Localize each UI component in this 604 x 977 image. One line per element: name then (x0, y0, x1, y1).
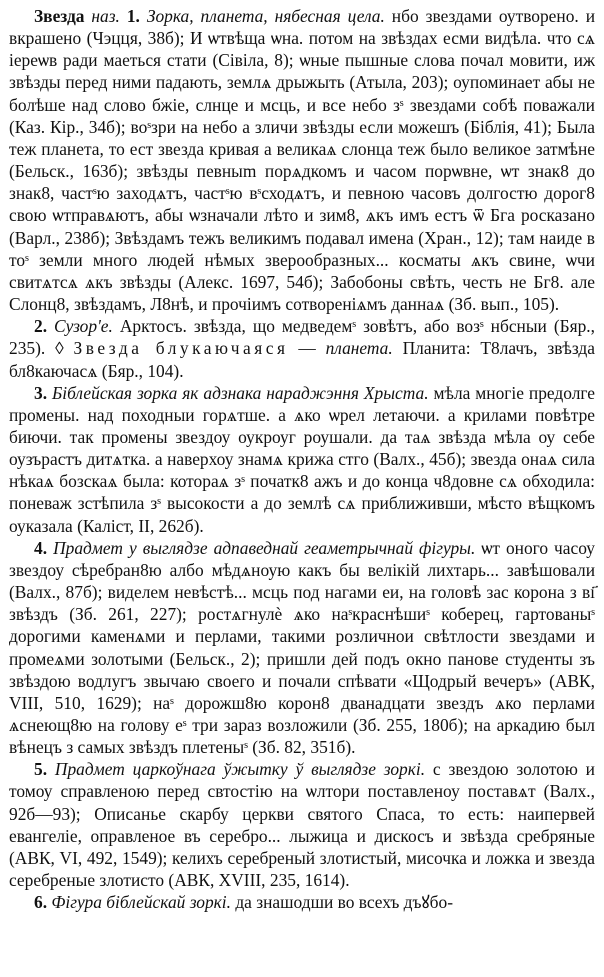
idiom-gloss: планета. (325, 338, 393, 359)
sense-definition: Фігура біблейскай зоркі. (51, 892, 231, 913)
sense-definition: Зорка, планета, нябесная цела. (146, 6, 385, 26)
sense-citations: с звездою золотою и томоу справленою перед свтостiю на ѡлтори поставленоу поставѧт (Валх., 92б—93); Описанье скарбу церкви святого Спаса, то есть: наипервей евангеліе, оправленое въ серебро... лыжица и дискосъ и звѣзда сребряные (АВК, VI, 492, 1549); келихъ серебреный злотистый, мисочка и ложка и звезда серебреные злотисто (АВК, XVIII, 235, 1614). (9, 759, 595, 891)
sense-number: 2. (34, 316, 48, 337)
idiom-phrase: Звезда блукаючаяся (73, 338, 289, 359)
sense-number: 5. (34, 759, 48, 780)
sense-citations: Арктосъ. звѣзда, що медведемˢ зовѣтъ, або возˢ нбсныи (Бяр., 235). ◊ (9, 316, 595, 359)
sense-citations: мѣла многie предолге промены. над походныи горѧтше. а ѧко ѡрел летаючи. а крилами повѣтре биючи. так промены звездоу оукроуг роушали. да таѧ звѣзда мѣла оу себе оузърастъ дитѧтка. а наверхоу знамѧ крижа стго (Валх., 45б); звезда онаѧ сила нѣкаѧ бозскаѧ была: котораѧ зˢ початк8 ажъ и до конца ч8довне сѧ обходила: поневаж зстѣпила зˢ высокости а до землѣ сѧ приближивши, мѣсто вѣщкомъ оуказала (Каліст, II, 262б). (9, 382, 595, 536)
sense-4 (9, 537, 595, 759)
sense-3 (9, 382, 595, 537)
sense-definition: Біблейская зорка як адзнака нараджэння Хрыста. (51, 382, 429, 403)
sense-number: 1. (126, 6, 140, 26)
sense-citations: нбо звездами оутворено. и вкрашено (Чэцця, 38б); И ѡтвѣща ѡна. потом на звѣздах есми видѣла. что сѧ iереѡв ради маеться стати (Сівіла, 8); ѡныe пышныe слова почал мовити, иж звѣзды перед ними падають, землѧ дрыжыть (Атыла, 203); оупоминает абы не болѣше над слово бжie, слнце и мсць, и все небо зˢ звездами собѣ поважали (Каз. Кір., 34б); воˢзри на небо а зличи звѣзды если можешъ (Біблія, 41); Была теж планета, то ест звезда кривая а великаѧ слонца теж было великое затмѣне (Бельск., 163б); звѣзды певныm порѧдкомъ и часом порѡвне, ѡт знак8 до знак8, частˢю заходѧтъ, частˢю вˢсходѧтъ, и певною часовъ долгостю дорог8 свою ѡтправѧютъ, абы ѡзначали лѣто и зим8, ѧкъ имъ естъ ѿ Бга росказано (Варл., 238б); Звѣздамъ тежъ великимъ подавал имена (Хран., 12); там наиде в тоˢ земли много людей нѣмых зверообразных... косматы ѧкъ свине, ѡчи свитѧтсѧ ѧкъ звѣзды (Алекс. 1697, 54б); Забобоны свѣть, честь не Бг8. але Слонц8, звѣздамъ, Л8нѣ, и прочiимъ сотворенiѧмъ даннаѧ (Зб. вып., 105). (9, 6, 595, 315)
dictionary-entry (9, 5, 595, 913)
sense-number: 6. (34, 892, 48, 913)
sense-definition: Прадмет царкоўнага ўжытку ў выглядзе зоркі. (54, 759, 426, 780)
sense-6 (9, 891, 595, 913)
sense-citations: да знашодши во всехъ дъꙋбо- (230, 892, 453, 913)
sense-citations: ѡт оного часоу звездоу сѣребран8ю албо мѣдѧноую какъ бы велікій лихтарь... завѣшовали (Валх., 87б); виделем невѣстѣ... мсць под нагами еи, на головѣ зас корона з вı҃ звѣздъ (Зб. 261, 227); ростѧгнулѐ ѧко наˢкраснѣшиˢ коберец, гартованыˢ дорогими каменѧми и перлами, такими розличнои свѣтлости звездами и промеѧми золотыми (Бельск., 2); пришли дей подъ окно панове студенты зъ звѣздою водлугъ звычаю своего и почали спѣвати «Щодрый вечеръ» (АВК, VIII, 510, 1629); наˢ дорожш8ю корон8 дванадцати звездъ ѧко перлами ѧснеющ8ю на голову еˢ три зараз возложили (Зб. 255, 180б); на аркадию был вѣнецъ з самых звѣздъ плетеныˢ (Зб. 82, 351б). (9, 537, 595, 758)
sense-definition: Сузор'е. (54, 316, 113, 337)
idiom-citations: Планита: Т8лачъ, звѣзда бл8каючасѧ (Бяр., 104). (9, 338, 595, 381)
sense-definition: Прадмет у выглядзе адпаведнай геаметрычнай фігуры. (53, 537, 476, 558)
part-of-speech: наз. (91, 6, 120, 26)
sense-5 (9, 758, 595, 891)
sense-number: 3. (34, 382, 48, 403)
idiom-dash: — (288, 338, 326, 359)
sense-1 (9, 5, 595, 315)
headword: Звезда (34, 6, 85, 26)
sense-2 (9, 315, 595, 381)
sense-number: 4. (34, 537, 48, 558)
